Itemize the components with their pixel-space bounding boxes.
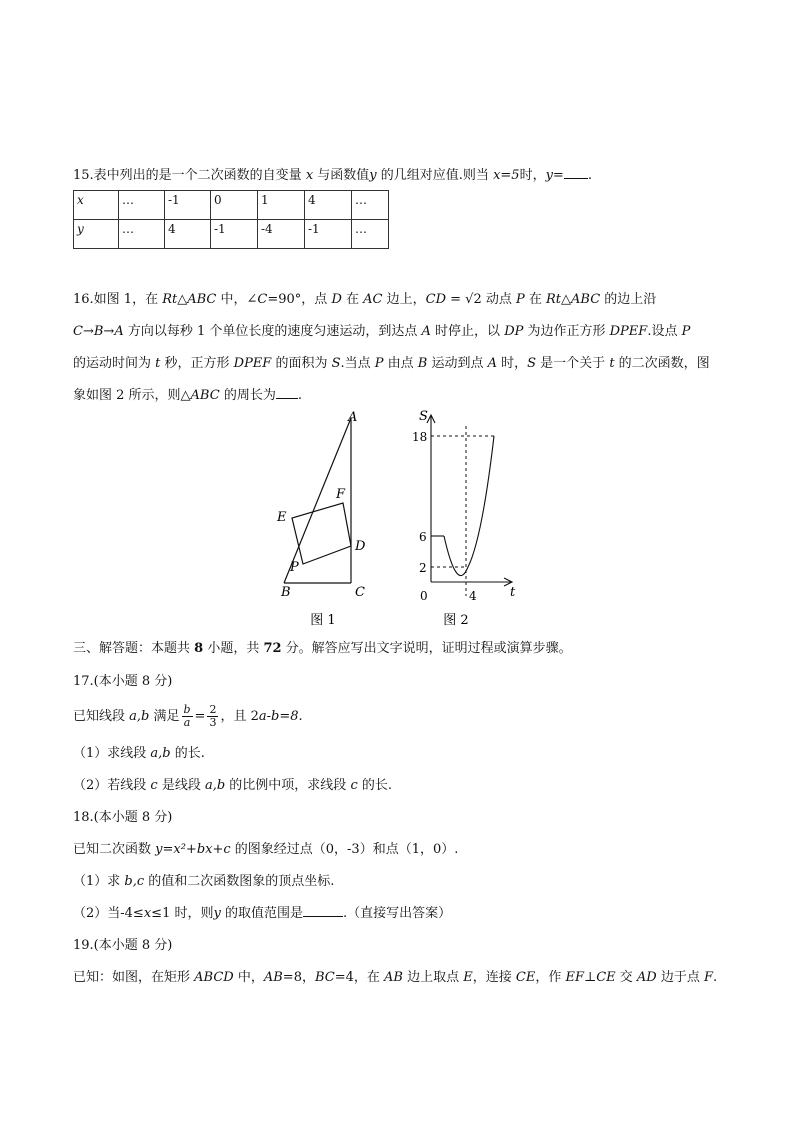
table-cell: y bbox=[74, 220, 119, 249]
equals-sign: = bbox=[194, 709, 206, 724]
q15-text: 的几组对应值.则当 bbox=[376, 168, 494, 183]
q19-text: ⊥ bbox=[583, 970, 597, 985]
q19-text: ABCD bbox=[194, 970, 234, 985]
q16-figure-2 bbox=[410, 404, 530, 630]
q18-vars: b,c bbox=[124, 874, 145, 889]
q18-text: 的取值范围是 bbox=[220, 906, 303, 921]
q19-text: 交 bbox=[615, 970, 637, 985]
label-p: P bbox=[290, 560, 299, 575]
q19-text: 边上取点 bbox=[402, 970, 464, 985]
q19-text: ，作 bbox=[535, 970, 566, 985]
table-cell: … bbox=[119, 220, 165, 249]
q18-var-x: x bbox=[143, 906, 152, 921]
q16-text: A bbox=[421, 324, 431, 339]
q16-text: B bbox=[93, 324, 104, 339]
q15-answer-blank bbox=[564, 166, 588, 179]
q17-text: （1）求线段 bbox=[73, 746, 151, 761]
q16-text: DPEF bbox=[609, 324, 648, 339]
figure-1-caption: 图 1 bbox=[310, 613, 336, 628]
q16-text: 由点 bbox=[383, 356, 418, 371]
tick-2: 2 bbox=[419, 561, 427, 575]
q17-text: 的长. bbox=[170, 746, 205, 761]
q19-text: F bbox=[703, 970, 714, 985]
q16-text: 在 bbox=[524, 292, 546, 307]
table-cell: -1 bbox=[305, 220, 352, 249]
q17-stem bbox=[73, 702, 303, 732]
table-row-x bbox=[74, 191, 389, 220]
q18-text: 的值和二次函数图象的顶点坐标. bbox=[144, 874, 335, 889]
q18-part-2 bbox=[73, 904, 451, 924]
q16-text: = √2 动点 bbox=[446, 292, 516, 307]
q19-text: AD bbox=[636, 970, 657, 985]
q15-text: 时， bbox=[519, 168, 546, 183]
q16-text: CD bbox=[425, 292, 446, 307]
q15-condition: x=5 bbox=[493, 168, 520, 183]
section-count: 8 bbox=[194, 641, 204, 656]
q18-text: 的图象经过点（0，-3）和点（1，0）. bbox=[230, 842, 459, 857]
q16-text: P bbox=[515, 292, 525, 307]
q19-text: AB bbox=[263, 970, 283, 985]
q16-text: DP bbox=[504, 324, 524, 339]
q16-line-4 bbox=[73, 386, 302, 406]
q16-text: . bbox=[297, 388, 302, 403]
q16-text: C bbox=[257, 292, 268, 307]
tick-18: 18 bbox=[412, 430, 428, 444]
q16-text: 为边作正方形 bbox=[523, 324, 610, 339]
q16-text: 运动到点 bbox=[427, 356, 488, 371]
table-cell: -1 bbox=[211, 220, 258, 249]
q16-text: AC bbox=[363, 292, 383, 307]
q15-answer-var: y= bbox=[545, 168, 564, 183]
table-cell: 4 bbox=[305, 191, 352, 220]
q16-text: A bbox=[114, 324, 124, 339]
q16-text: △ bbox=[177, 292, 188, 307]
q16-text: ABC bbox=[571, 292, 601, 307]
q19-text: CE bbox=[515, 970, 536, 985]
q16-text: Rt bbox=[546, 292, 562, 307]
table-row-y bbox=[74, 220, 389, 249]
q16-text: 方向以每秒 1 个单位长度的速度匀速运动，到达点 bbox=[123, 324, 422, 339]
table-cell: 4 bbox=[165, 220, 211, 249]
q19-text: AB bbox=[384, 970, 403, 985]
q19-text: 已知：如图，在矩形 bbox=[73, 970, 195, 985]
q19-stem bbox=[73, 968, 717, 988]
q18-text: （1）求 bbox=[73, 874, 125, 889]
q16-text: t bbox=[155, 356, 161, 371]
q18-var-y: y bbox=[213, 906, 221, 921]
table-cell: x bbox=[74, 191, 119, 220]
q16-text: S bbox=[527, 356, 537, 371]
q16-text: t bbox=[609, 356, 615, 371]
figure-2-caption: 图 2 bbox=[443, 613, 469, 628]
q18-answer-blank bbox=[303, 904, 343, 917]
label-d: D bbox=[355, 539, 366, 554]
q16-text: 的面积为 bbox=[271, 356, 332, 371]
q17-text: 满足 bbox=[149, 709, 180, 724]
q19-header: 19.(本小题 8 分) bbox=[73, 938, 173, 953]
q18-text: .（直接写出答案） bbox=[342, 906, 452, 921]
q17-var-c: c bbox=[350, 778, 358, 793]
table-cell: 0 bbox=[211, 191, 258, 220]
q19-text: 边于点 bbox=[656, 970, 704, 985]
q17-vars: a,b bbox=[204, 778, 226, 793]
q16-text: .设点 bbox=[647, 324, 682, 339]
q17-text: 是线段 bbox=[157, 778, 205, 793]
label-f: F bbox=[336, 487, 346, 502]
q18-function: y=x²+bx+c bbox=[155, 842, 231, 857]
q16-text: → bbox=[103, 324, 115, 339]
square-dpef bbox=[292, 503, 351, 564]
q16-text: 是一个关于 bbox=[536, 356, 610, 371]
origin-label: 0 bbox=[420, 589, 428, 603]
table-cell: … bbox=[119, 191, 165, 220]
q19-text: E bbox=[463, 970, 473, 985]
fraction-numerator: 2 bbox=[209, 703, 217, 716]
q16-text: → bbox=[82, 324, 94, 339]
q17-vars: a,b bbox=[150, 746, 171, 761]
q19-text: . bbox=[713, 970, 718, 985]
section-text: 三、解答题：本题共 bbox=[73, 641, 195, 656]
q16-text: 的周长为 bbox=[219, 388, 276, 403]
q16-line-2 bbox=[73, 322, 690, 342]
q16-text: DPEF bbox=[233, 356, 272, 371]
fraction-denominator: 3 bbox=[209, 716, 217, 729]
q18-text: ≤1 时，则 bbox=[151, 906, 214, 921]
section-score: 72 bbox=[263, 641, 282, 656]
q18-part-1 bbox=[73, 872, 334, 892]
q15-text: 15.表中列出的是一个二次函数的自变量 bbox=[73, 168, 306, 183]
s-t-curve bbox=[444, 436, 494, 576]
q17-vars: a,b bbox=[129, 709, 150, 724]
q15-var-x: x bbox=[305, 168, 314, 183]
fraction-b-over-a bbox=[182, 704, 193, 729]
q16-text: △ bbox=[561, 292, 572, 307]
q18-header: 18.(本小题 8 分) bbox=[73, 810, 173, 825]
label-e: E bbox=[277, 510, 287, 525]
tick-6: 6 bbox=[419, 530, 427, 544]
q16-text: ABC bbox=[187, 292, 217, 307]
q19-text: EF bbox=[565, 970, 584, 985]
table-cell: 1 bbox=[258, 191, 305, 220]
q16-line-1 bbox=[73, 290, 656, 310]
section-text: 分。解答应写出文字说明，证明过程或演算步骤。 bbox=[281, 641, 572, 656]
table-cell: … bbox=[352, 191, 389, 220]
q18-stem bbox=[73, 840, 458, 860]
q16-text: 在 bbox=[341, 292, 364, 307]
q19-text: CE bbox=[596, 970, 616, 985]
q16-text: 的边上沿 bbox=[600, 292, 657, 307]
q16-text: P bbox=[681, 324, 691, 339]
q16-line-3 bbox=[73, 354, 710, 374]
axis-t-label: t bbox=[510, 585, 516, 600]
q16-text: 秒，正方形 bbox=[160, 356, 234, 371]
table-cell: -4 bbox=[258, 220, 305, 249]
q15-stem bbox=[73, 166, 592, 186]
q15-value-table bbox=[73, 190, 389, 249]
label-c: C bbox=[355, 585, 365, 600]
q18-text: （2）当-4≤ bbox=[73, 906, 144, 921]
q16-text: 时停止，以 bbox=[430, 324, 505, 339]
section-3-header bbox=[73, 639, 572, 659]
axis-s-label: S bbox=[419, 409, 428, 424]
q16-text: 的运动时间为 bbox=[73, 356, 156, 371]
q16-text: .当点 bbox=[340, 356, 375, 371]
q19-text: =4，在 bbox=[334, 970, 385, 985]
q17-var-c: c bbox=[150, 778, 158, 793]
q17-condition: a-b=8. bbox=[258, 709, 303, 724]
q16-text: 象如图 2 所示，则△ bbox=[73, 388, 191, 403]
q15-text: . bbox=[587, 168, 592, 183]
q17-text: 的长. bbox=[357, 778, 392, 793]
q16-text: ABC bbox=[190, 388, 220, 403]
q19-text: ，连接 bbox=[472, 970, 516, 985]
q17-part-1 bbox=[73, 744, 205, 764]
q16-text: 16.如图 1，在 bbox=[73, 292, 163, 307]
q16-figure-1 bbox=[270, 408, 380, 630]
q17-part-2 bbox=[73, 776, 392, 796]
q16-answer-blank bbox=[276, 386, 298, 399]
q16-text: 时， bbox=[497, 356, 528, 371]
tick-4: 4 bbox=[469, 589, 477, 603]
q17-text: 的比例中项，求线段 bbox=[225, 778, 351, 793]
table-cell: … bbox=[352, 220, 389, 249]
q16-text: =90°，点 bbox=[267, 292, 332, 307]
section-text: 小题，共 bbox=[203, 641, 264, 656]
q16-text: P bbox=[374, 356, 384, 371]
fraction-denominator: a bbox=[183, 716, 191, 729]
q17-text: 已知线段 bbox=[73, 709, 130, 724]
q19-text: BC bbox=[314, 970, 335, 985]
fraction-2-over-3 bbox=[207, 704, 218, 729]
q18-text: 已知二次函数 bbox=[73, 842, 156, 857]
q16-text: A bbox=[487, 356, 497, 371]
q16-text: D bbox=[331, 292, 342, 307]
q16-text: 中，∠ bbox=[216, 292, 258, 307]
q17-text: ，且 2 bbox=[220, 709, 259, 724]
q17-header: 17.(本小题 8 分) bbox=[73, 674, 173, 689]
q16-text: S bbox=[331, 356, 341, 371]
q16-text: Rt bbox=[162, 292, 178, 307]
q16-text: 边上， bbox=[382, 292, 426, 307]
q19-text: 中， bbox=[233, 970, 264, 985]
q19-text: =8， bbox=[282, 970, 315, 985]
table-cell: -1 bbox=[165, 191, 211, 220]
fraction-numerator: b bbox=[183, 703, 191, 716]
q16-text: B bbox=[417, 356, 428, 371]
q16-text: 的二次函数，图 bbox=[614, 356, 710, 371]
label-a: A bbox=[348, 410, 358, 425]
q15-var-y: y bbox=[369, 168, 377, 183]
label-b: B bbox=[281, 585, 291, 600]
q17-text: （2）若线段 bbox=[73, 778, 151, 793]
q15-text: 与函数值 bbox=[313, 168, 370, 183]
q16-text: C bbox=[73, 324, 83, 339]
